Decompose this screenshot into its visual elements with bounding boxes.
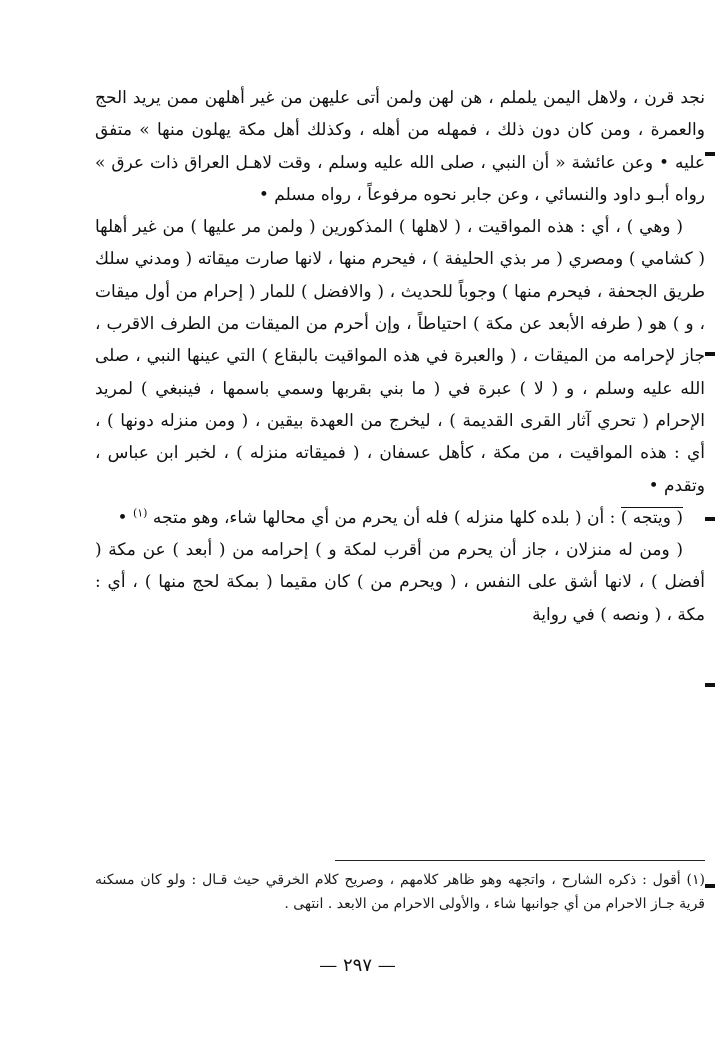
margin-mark bbox=[705, 152, 715, 156]
margin-mark bbox=[705, 352, 715, 356]
yattajih-lead: ( ويتجه ) bbox=[620, 507, 683, 528]
paragraph-two-homes: ( ومن له منزلان ، جاز أن يحرم من أقرب لمكة و ) إحرامه من ( أبعد ) عن مكة ( أفضل ) ، لانها أشق على النفس ، ( ويحرم من ) كان مقيما ( بمكة لحج منها ) ، أي : مكة ، ( ونصه ) في رواية bbox=[95, 540, 705, 625]
footnote-reference: (١) bbox=[132, 506, 148, 520]
margin-mark bbox=[705, 517, 715, 521]
footnote: (١) أقول : ذكره الشارح ، واتجهه وهو ظاهر كلامهم ، وصريح كلام الخرقي حيث قـال : ولو كان مسكنه قرية جـاز الاحرام من أي جوانبها شاء ، والأولى الاحرام من الابعد . انتهى . bbox=[95, 872, 705, 912]
yattajih-end: • bbox=[117, 507, 133, 528]
yattajih-text: : أن ( بلده كلها منزله ) فله أن يحرم من أي محالها شاء، وهو متجه bbox=[147, 507, 621, 528]
footnote-separator bbox=[335, 860, 705, 861]
paragraph-mawaqit-explanation: ( وهي ) ، أي : هذه المواقيت ، ( لاهلها ) المذكورين ( ولمن مر عليها ) من غير أهلها ( كشامي ) ومصري ( مر بذي الحليفة ) ، فيحرم منها ، لانها صارت ميقاته ( ومدني سلك طريق الجحفة ، فيحرم منها ) وجوباً للحديث ، ( والافضل ) للمار ( إحرام من أول ميقات ، و ) هو ( طرفه الأبعد عن مكة ) احتياطاً ، وإن أحرم من الميقات من الطرف الاقرب ، جاز لإحرامه من الميقات ، ( والعبرة في هذه المواقيت بالبقاع ) التي عينها النبي ، صلى الله عليه وسلم ، و ( لا ) عبرة في ( ما بني بقربها وسمي باسمها ، فينبغي ) لمريد الإحرام ( تحري آثار القرى القديمة ) ، ليخرج من العهدة بيقين ، ( ومن منزله دونها ) ، أي : هذه المواقيت ، من مكة ، كأهل عسفان ، ( فميقاته منزله ) ، لخبر ابن عباس ، وتقدم • bbox=[95, 217, 705, 496]
paragraph-hadith-continuation: نجد قرن ، ولاهل اليمن يلملم ، هن لهن ولمن أتى عليهن من غير أهلهن ممن يريد الحج والعمرة ، ومن كان دون ذلك ، فمهله من أهله ، وكذلك أهل مكة يهلون منها » متفق عليه • وعن عائشة « أن النبي ، صلى الله عليه وسلم ، وقت لاهـل العراق ذات عرق » رواه أبـو داود والنسائي ، وعن جابر نحوه مرفوعاً ، رواه مسلم • bbox=[95, 88, 705, 205]
margin-mark bbox=[705, 683, 715, 687]
page-number: — ٢٩٧ — bbox=[319, 955, 396, 976]
paragraph-yattajih bbox=[95, 502, 705, 534]
main-text-block bbox=[95, 82, 705, 631]
margin-mark bbox=[705, 884, 715, 888]
